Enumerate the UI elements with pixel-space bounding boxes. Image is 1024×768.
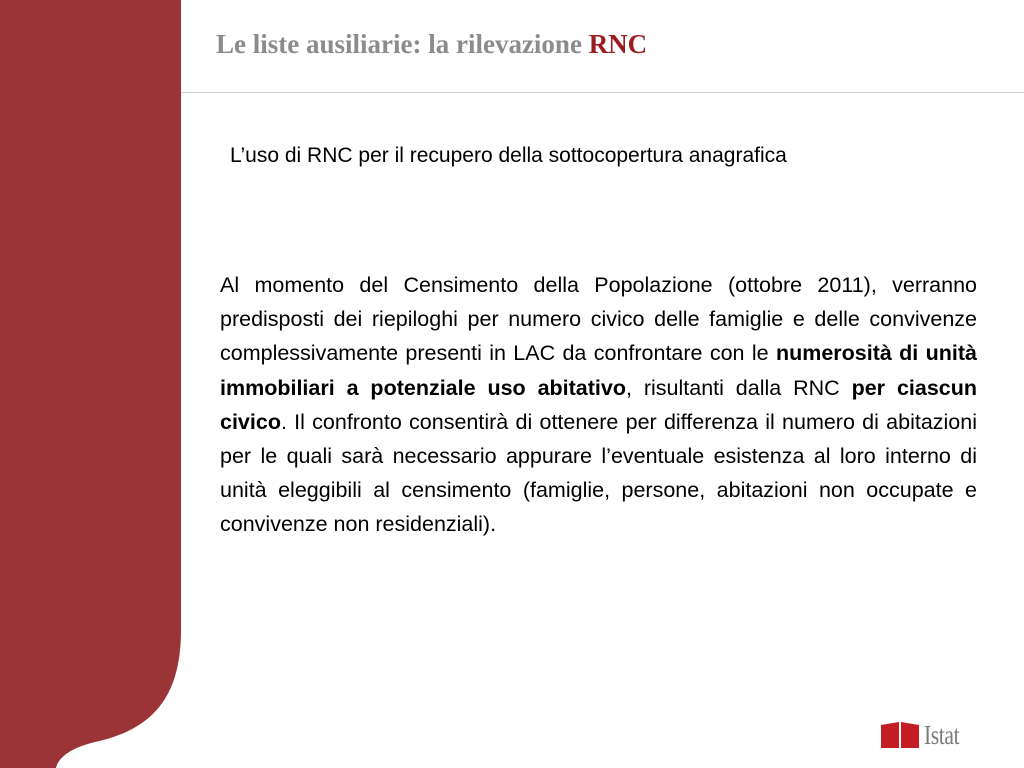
istat-logo-icon bbox=[880, 720, 920, 750]
decorative-sidebar bbox=[0, 0, 200, 768]
slide-subtitle: L’uso di RNC per il recupero della sottocopertura anagrafica bbox=[230, 144, 787, 167]
slide-title-prefix: Le liste ausiliarie: la rilevazione bbox=[216, 29, 589, 59]
istat-logo bbox=[880, 718, 968, 752]
slide-title bbox=[216, 26, 647, 62]
paragraph-text-3: . Il confronto consentirà di ottenere per differenza il numero di abitazioni per le quali sarà necessario appurare l’eventuale esistenza al loro interno di unità eleggibili al censimento (famiglie, persone, abitazioni non occupate e convivenze non residenziali). bbox=[220, 409, 977, 537]
paragraph-bold-1: numerosità di unità immobiliari a potenziale uso abitativo bbox=[220, 341, 977, 400]
sidebar-shape bbox=[0, 0, 200, 768]
paragraph-bold-2: per ciascun civico bbox=[220, 375, 978, 434]
slide-title-accent: RNC bbox=[588, 29, 648, 59]
paragraph-text-2: , risultanti dalla RNC bbox=[625, 375, 852, 400]
istat-logo-text: Istat bbox=[924, 720, 960, 750]
header-divider bbox=[181, 92, 1024, 93]
paragraph-text-1: Al momento del Censimento della Popolazione (ottobre 2011), verranno predisposti dei riepiloghi per numero civico delle famiglie e delle convivenze complessivamente presenti in LAC da confrontare con le bbox=[220, 273, 977, 366]
body-paragraph bbox=[220, 268, 977, 542]
